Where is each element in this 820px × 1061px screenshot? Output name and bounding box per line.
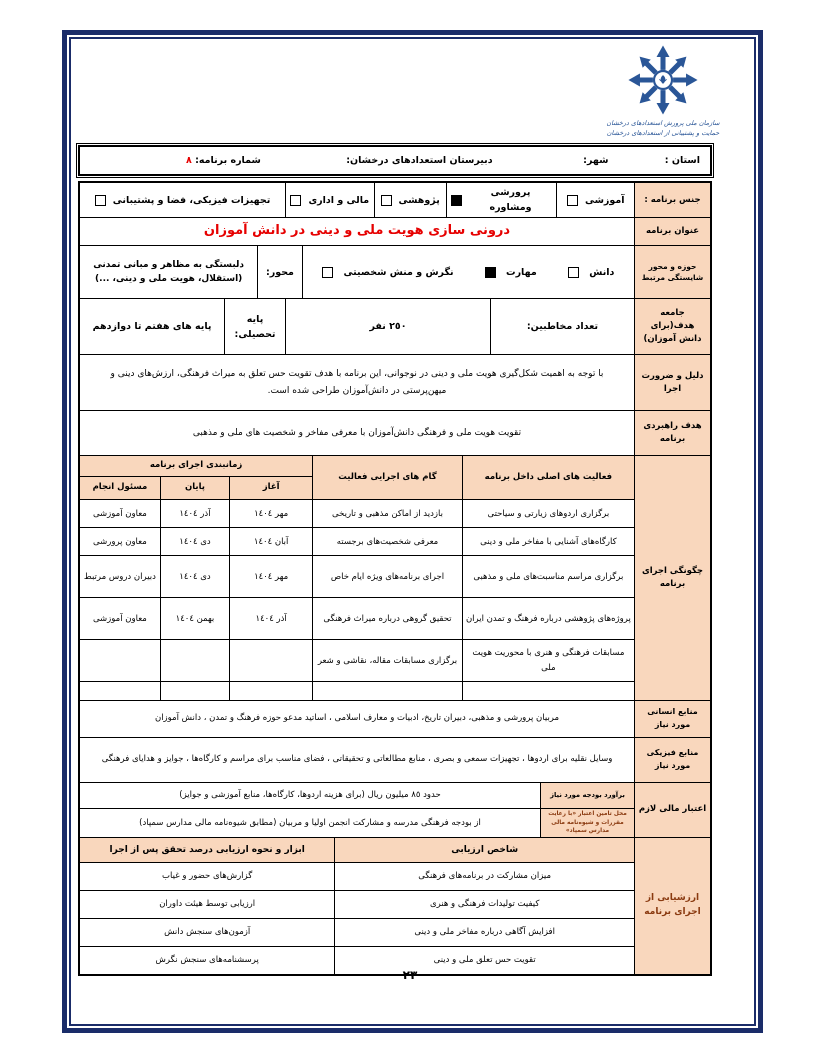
- section-program-type: [80, 183, 710, 217]
- main-form-table: [78, 181, 712, 976]
- budget-row: [80, 808, 634, 837]
- evaluation-row: میزان مشارکت در برنامه‌های فرهنگی گزارش‌های حضور و غیاب: [80, 862, 634, 890]
- program-number: [90, 155, 261, 166]
- evaluation-row: افزایش آگاهی درباره مفاخر ملی و دینی آزمون‌های سنجش دانش: [80, 918, 634, 946]
- evaluation-table: [80, 838, 634, 974]
- section-program-title: [80, 217, 710, 245]
- checkbox-icon: [322, 267, 333, 278]
- section-rationale: [80, 354, 710, 410]
- checkbox-icon: [451, 195, 462, 206]
- checkbox-icon: [567, 195, 578, 206]
- execution-header-timing: زمانبندی اجرای برنامه: [80, 456, 313, 477]
- competency-option: مهارت: [485, 265, 537, 280]
- execution-row-empty: [80, 682, 634, 700]
- competency-option: دانش: [568, 265, 614, 280]
- execution-header-start: آغاز: [230, 477, 313, 500]
- execution-header-steps: گام های اجرایی فعالیت: [313, 456, 463, 500]
- audience-grade-label: پایه تحصیلی:: [224, 299, 285, 354]
- execution-header-end: پایان: [160, 477, 229, 500]
- strategic-goal-label: هدف راهبردی برنامه: [634, 411, 710, 455]
- rationale-label: دلیل و ضرورت اجرا: [634, 355, 710, 410]
- budget-row: [80, 783, 634, 808]
- execution-header-responsible: مسئول انجام: [80, 477, 160, 500]
- physical-resources-label: منابع فیزیکی مورد نیاز: [634, 738, 710, 782]
- checkbox-icon: [290, 195, 301, 206]
- section-execution: [80, 455, 710, 700]
- rationale-text: با توجه به اهمیت شکل‌گیری هویت ملی و دینی در نوجوانی، این برنامه با هدف تقویت حس تعلق به میراث فرهنگی، ارزش‌های دینی و میهن‌پرستی در دانش‌آموزان طراحی شده است.: [110, 368, 604, 396]
- logo-caption-line2: حمایت و پشتیبانی از استعدادهای درخشان: [606, 128, 720, 137]
- budget-estimate-sublabel: برآورد بودجه مورد نیاز: [540, 783, 634, 808]
- budget-source-sublabel: محل تامین اعتبار «با رعایت مقررات و شیوه‌نامه مالی مدارس سمپاد»: [540, 809, 634, 837]
- evaluation-row: تقویت حس تعلق ملی و دینی پرسشنامه‌های سنجش نگرش: [80, 946, 634, 974]
- human-resources-label: منابع انسانی مورد نیاز: [634, 701, 710, 737]
- checkbox-icon: [568, 267, 579, 278]
- execution-row: پروژه‌های پژوهشی درباره فرهنگ و تمدن ایران تحقیق گروهی درباره میراث فرهنگی آذر ١٤٠٤ بهمن ١٤٠٤ معاون آموزشی: [80, 598, 634, 640]
- physical-resources-text: وسایل نقلیه برای اردوها ، تجهیزات سمعی و بصری ، منابع مطالعاتی و تحقیقاتی ، فضای مناسب برای مراسم و کارگاه‌ها ، جوایز و هدایای فرهنگی: [101, 754, 613, 765]
- section-competency: [80, 245, 710, 298]
- execution-row: مسابقات فرهنگی و هنری با محوریت هویت ملی برگزاری مسابقات مقاله، نقاشی و شعر: [80, 640, 634, 682]
- school-label: دبیرستان استعدادهای درخشان:: [346, 155, 493, 166]
- section-budget: [80, 782, 710, 837]
- checkbox-icon: [381, 195, 392, 206]
- form-content: [78, 145, 712, 976]
- execution-table: [80, 456, 634, 700]
- evaluation-label: ارزشیابی از اجرای برنامه: [634, 838, 710, 974]
- budget-label: اعتبار مالی لازم: [634, 783, 710, 837]
- section-strategic-goal: [80, 410, 710, 455]
- audience-label: جامعه هدف(برای دانش آموزان): [634, 299, 710, 354]
- program-type-option: پرورشی ومشاوره: [446, 183, 557, 217]
- program-title-label: عنوان برنامه: [634, 218, 710, 245]
- budget-source-value: از بودجه فرهنگی مدرسه و مشارکت انجمن اولیا و مربیان (مطابق شیوه‌نامه مالی مدارس سمپاد): [139, 817, 481, 828]
- section-physical-resources: [80, 737, 710, 782]
- province-label: استان :: [664, 155, 700, 166]
- audience-count-label: تعداد مخاطبین:: [490, 299, 634, 354]
- section-human-resources: [80, 700, 710, 737]
- section-evaluation: [80, 837, 710, 974]
- execution-row: برگزاری اردوهای زیارتی و سیاحتی بازدید از اماکن مذهبی و تاریخی مهر ١٤٠٤ آذر ١٤٠٤ معاون آموزشی: [80, 500, 634, 528]
- competency-option: نگرش و منش شخصیتی: [322, 265, 453, 280]
- evaluation-header-tool: ابزار و نحوه ارزیابی درصد تحقق پس از اجرا: [80, 838, 335, 863]
- execution-label: چگونگی اجرای برنامه: [634, 456, 710, 700]
- audience-count-value: ٢٥٠ نفر: [285, 299, 490, 354]
- evaluation-header-index: شاخص ارزیابی: [335, 838, 634, 863]
- budget-estimate-value: حدود ٨٥ میلیون ریال (برای هزینه اردوها، کارگاه‌ها، منابع آموزشی و جوایز): [179, 790, 441, 801]
- program-number-value: ٨: [185, 155, 192, 166]
- audience-grade-value: پایه های هفتم تا دوازدهم: [92, 321, 212, 333]
- program-type-label: جنس برنامه :: [634, 183, 710, 217]
- evaluation-row: کیفیت تولیدات فرهنگی و هنری ارزیابی توسط هیئت داوران: [80, 890, 634, 918]
- checkbox-icon: [95, 195, 106, 206]
- program-type-option: پژوهشی: [374, 183, 446, 217]
- axis-label: محور:: [257, 246, 301, 298]
- header-box: [78, 145, 712, 176]
- human-resources-text: مربیان پرورشی و مذهبی، دبیران تاریخ، ادبیات و معارف اسلامی ، اساتید مدعو حوزه فرهنگ و تمدن ، دانش آموزان: [154, 713, 560, 724]
- checkbox-icon: [485, 267, 496, 278]
- execution-row: برگزاری مراسم مناسبت‌های ملی و مذهبی اجرای برنامه‌های ویژه ایام خاص مهر ١٤٠٤ دی ١٤٠٤ دبیران دروس مرتبط: [80, 556, 634, 598]
- program-number-label: شماره برنامه:: [195, 155, 261, 166]
- program-type-option: تجهیزات فیزیکی، فضا و پشتیبانی: [80, 183, 285, 217]
- competency-options: [302, 246, 634, 298]
- execution-row: کارگاه‌های آشنایی با مفاخر ملی و دینی معرفی شخصیت‌های برجسته آبان ١٤٠٤ دی ١٤٠٤ معاون پرورشی: [80, 528, 634, 556]
- logo-caption-line1: سازمان ملی پرورش استعدادهای درخشان: [606, 119, 720, 127]
- competency-label: حوزه و محور شایستگی مرتبط: [634, 246, 710, 298]
- program-type-option: مالی و اداری: [285, 183, 374, 217]
- sampad-star-icon: [627, 44, 699, 116]
- program-type-option: آموزشی: [556, 183, 634, 217]
- page-number: ٢٣: [402, 968, 418, 982]
- organization-logo: [598, 44, 728, 139]
- strategic-goal-text: تقویت هویت ملی و فرهنگی دانش‌آموزان با معرفی مفاخر و شخصیت های ملی و مذهبی: [192, 427, 522, 438]
- city-label: شهر:: [583, 155, 609, 166]
- section-audience: [80, 298, 710, 354]
- execution-header-activities: فعالیت های اصلی داخل برنامه: [462, 456, 634, 500]
- axis-value: دلبستگی به مظاهر و مبانی تمدنی (استقلال، هویت ملی و دینی، ...): [93, 259, 244, 285]
- program-title-value: درونی سازی هویت ملی و دینی در دانش آموزان: [203, 223, 511, 239]
